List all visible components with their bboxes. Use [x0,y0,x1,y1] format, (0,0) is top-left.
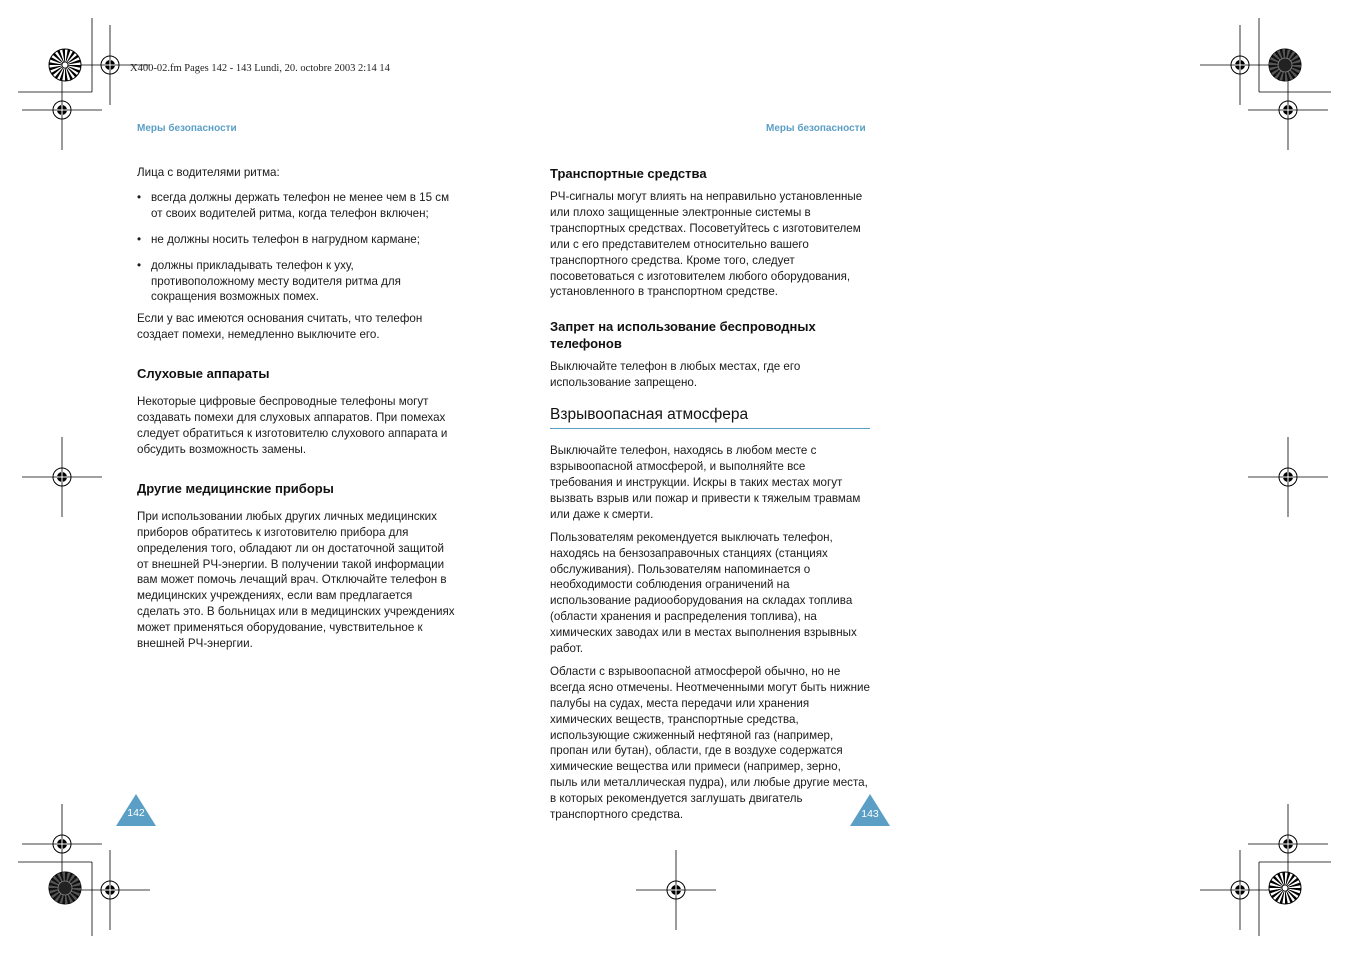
starburst-wheel-icon [49,872,81,904]
registration-mark-icon [1248,70,1328,150]
section-title-vehicles: Транспортные средства [550,166,707,181]
file-info: X400-02.fm Pages 142 - 143 Lundi, 20. octobre 2003 2:14 14 [130,63,390,74]
starburst-wheel-icon [1269,49,1301,81]
left-column [137,165,455,652]
section-title-ban: Запрет на использование беспроводных телефонов [550,319,816,352]
paragraph: РЧ-сигналы могут влиять на неправильно установленные или плохо защищенные электронные системы в транспортных средствах. Посоветуйтесь с изготовителем или с его представителем относительно вашего транспортного средства. Кроме того, следует посоветоваться с изготовителем любого оборудования, установленного в транспортном средстве. [550,190,863,299]
registration-mark-icon [636,850,716,930]
paragraph: Если у вас имеются основания считать, что телефон создает помехи, немедленно выключите его. [137,312,423,342]
pacemaker-intro: Лица с водителями ритма: [137,166,280,179]
section-title-hearing: Слуховые аппараты [137,366,270,382]
paragraph: Некоторые цифровые беспроводные телефоны могут создавать помехи для слуховых аппаратов. При помехах следует обратиться к изготовителю слухового аппарата и обсудить возможность замены. [137,395,448,456]
paragraph: При использовании любых других личных медицинских приборов обратитесь к изготовителю прибора для определения того, обладают ли он достаточной защитой от внешней РЧ-энергии. В получении такой информации вам может помочь лечащий врач. Отключайте телефон в медицинских учреждениях, если вам предлагается сделать это. В больницах или в медицинских учреждениях может применяться оборудование, чувствительное к внешней РЧ-энергии. [137,509,455,651]
bullet-item: • всегда должны держать телефон не менее чем в 15 см от своих водителей ритма, когда телефон включен; [137,190,455,222]
page-number-left: 142 [127,807,145,819]
page-number-right: 143 [861,808,879,820]
paragraph: Области с взрывоопасной атмосферой обычно, но не всегда ясно отмечены. Неотмеченными могут быть нижние палубы на судах, места передачи или хранения химических веществ, транспортные средства, использующие сжиженный нефтяной газ (например, пропан или бутан), области, где в воздухе содержатся химические вещества или примеси (например, зерно, пыль или металлическая пудра), или любые другие места, в которых рекомендуется заглушать двигатель транспортного средства. [550,664,870,822]
bullet-item: • должны прикладывать телефон к уху, противоположному месту водителя ритма для сокращения возможных помех. [137,258,455,306]
registration-mark-icon [22,437,102,517]
right-column [550,165,870,823]
running-head-left: Меры безопасности [137,123,237,134]
registration-mark-icon [1200,25,1280,105]
paragraph: Выключайте телефон, находясь в любом месте с взрывоопасной атмосферой, и выполняйте все требования и инструкции. Искры в таких местах могут вызвать взрыв или пожар и привести к тяжелым травмам или даже к смерти. [550,444,861,521]
bullet-item: • не должны носить телефон в нагрудном кармане; [137,232,455,248]
registration-mark-icon [1248,437,1328,517]
paragraph: Выключайте телефон в любых местах, где его использование запрещено. [550,360,801,390]
paragraph: Пользователям рекомендуется выключать телефон, находясь на бензозаправочных станциях (станциях обслуживания). Пользователям напоминается о необходимости соблюдения ограничений на использование радиооборудования на складах топлива (области хранения и распределения топлива), на химических заводах или в местах выполнения взрывных работ. [550,530,857,656]
section-title-medical: Другие медицинские приборы [137,480,334,496]
registration-mark-icon [22,70,102,150]
running-head-right: Меры безопасности [766,123,866,134]
section-title-explosive: Взрывоопасная атмосфера [550,405,870,429]
starburst-wheel-icon [1269,872,1301,904]
starburst-wheel-icon [49,49,81,81]
